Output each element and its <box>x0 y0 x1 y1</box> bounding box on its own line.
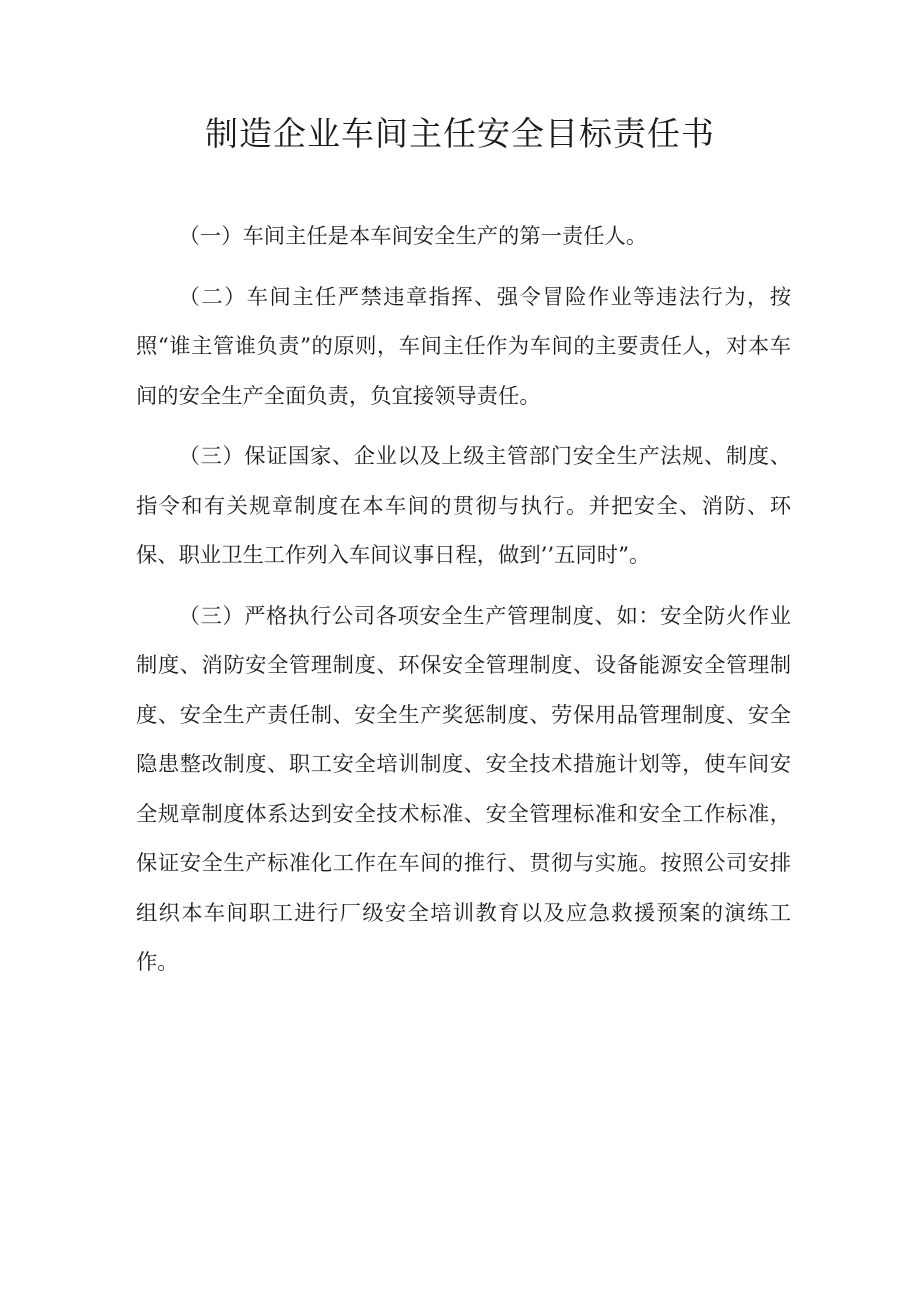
paragraph-2: （二）车间主任严禁违章指挥、强令冒险作业等违法行为，按照“谁主管谁负责”的原则，车间主任作为车间的主要责任人，对本车间的安全生产全面负责，负宜接领导责任。 <box>136 284 791 409</box>
document-body <box>136 212 791 999</box>
paragraph-1: （一）车间主任是本车间安全生产的第一责任人。 <box>178 224 648 249</box>
paragraph-3: （三）保证国家、企业以及上级主管部门安全生产法规、制度、指令和有关规章制度在本车间的贯彻与执行。并把安全、消防、环保、职业卫生工作列入车间议事日程，做到’’五同时”。 <box>136 444 791 568</box>
document-title: 制造企业车间主任安全目标责任书 <box>205 114 715 153</box>
paragraph-4: （三）严格执行公司各项安全生产管理制度、如：安全防火作业制度、消防安全管理制度、环保安全管理制度、设备能源安全管理制度、安全生产责任制、安全生产奖惩制度、劳保用品管理制度、安全隐患整改制度、职工安全培训制度、安全技术措施计划等，使车间安全规章制度体系达到安全技术标准、安全管理标准和安全工作标准，保证安全生产标准化工作在车间的推行、贯彻与实施。按照公司安排组织本车间职工进行厂级安全培训教育以及应急救援预案的演练工作。 <box>136 603 791 975</box>
